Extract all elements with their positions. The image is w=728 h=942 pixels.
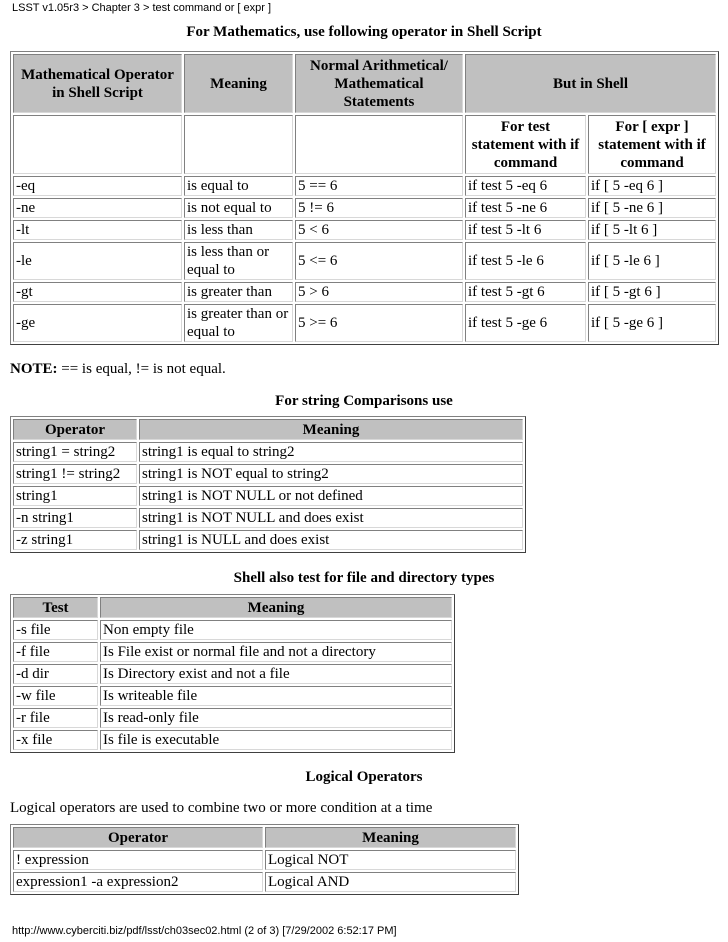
logical-header-operator: Operator: [13, 827, 263, 848]
string-row-op: string1 = string2: [13, 442, 137, 462]
math-header-operator: Mathematical Operator in Shell Script: [13, 54, 182, 113]
math-row: [13, 220, 716, 240]
strings-table: [10, 416, 526, 553]
string-row-op: string1: [13, 486, 137, 506]
math-row-expr: if [ 5 -ge 6 ]: [588, 304, 716, 342]
math-row-test: if test 5 -ne 6: [465, 198, 586, 218]
math-row-normal: 5 < 6: [295, 220, 463, 240]
math-row-expr: if [ 5 -eq 6 ]: [588, 176, 716, 196]
math-row-expr: if [ 5 -ne 6 ]: [588, 198, 716, 218]
file-row: [13, 708, 452, 728]
math-row-test: if test 5 -gt 6: [465, 282, 586, 302]
math-row-normal: 5 != 6: [295, 198, 463, 218]
math-header-expr: For [ expr ] statement with if command: [588, 115, 716, 174]
file-row-op: -x file: [13, 730, 98, 750]
empty-cell: [13, 115, 182, 174]
strings-header-operator: Operator: [13, 419, 137, 440]
logical-row-op: ! expression: [13, 850, 263, 870]
math-row: [13, 304, 716, 342]
math-row-op: -gt: [13, 282, 182, 302]
logical-row-meaning: Logical NOT: [265, 850, 516, 870]
math-row-test: if test 5 -ge 6: [465, 304, 586, 342]
page-header: LSST v1.05r3 > Chapter 3 > test command or [ expr ]: [12, 2, 272, 14]
note-line: [10, 361, 226, 378]
file-row-meaning: Is file is executable: [100, 730, 452, 750]
math-row-meaning: is less than: [184, 220, 293, 240]
file-row: [13, 620, 452, 640]
string-row-meaning: string1 is NOT NULL and does exist: [139, 508, 523, 528]
string-row: [13, 508, 523, 528]
math-row-meaning: is greater than or equal to: [184, 304, 293, 342]
logical-row-meaning: Logical AND: [265, 872, 516, 892]
math-caption: For Mathematics, use following operator in Shell Script: [186, 24, 542, 40]
string-row-meaning: string1 is NOT NULL or not defined: [139, 486, 523, 506]
string-row-op: string1 != string2: [13, 464, 137, 484]
string-row: [13, 464, 523, 484]
string-row-op: -z string1: [13, 530, 137, 550]
file-row-meaning: Non empty file: [100, 620, 452, 640]
logical-caption: Logical Operators: [305, 769, 423, 785]
empty-cell: [184, 115, 293, 174]
string-row-meaning: string1 is NULL and does exist: [139, 530, 523, 550]
math-row-op: -le: [13, 242, 182, 280]
file-row-meaning: Is read-only file: [100, 708, 452, 728]
math-row: [13, 176, 716, 196]
math-header-shell: But in Shell: [465, 54, 716, 113]
math-row: [13, 198, 716, 218]
math-row-normal: 5 > 6: [295, 282, 463, 302]
math-row-meaning: is less than or equal to: [184, 242, 293, 280]
file-row: [13, 730, 452, 750]
file-row-meaning: Is writeable file: [100, 686, 452, 706]
string-row: [13, 530, 523, 550]
file-row-meaning: Is Directory exist and not a file: [100, 664, 452, 684]
files-header-meaning: Meaning: [100, 597, 452, 618]
math-header-normal: Normal Arithmetical/ Mathematical Statements: [295, 54, 463, 113]
file-row: [13, 664, 452, 684]
file-row-op: -d dir: [13, 664, 98, 684]
files-table: [10, 594, 455, 753]
math-row-op: -ge: [13, 304, 182, 342]
math-row-normal: 5 == 6: [295, 176, 463, 196]
note-label: NOTE:: [10, 361, 58, 377]
empty-cell: [295, 115, 463, 174]
file-row-op: -s file: [13, 620, 98, 640]
logical-intro: Logical operators are used to combine two or more condition at a time: [10, 800, 433, 816]
math-table: [10, 51, 719, 345]
file-row-meaning: Is File exist or normal file and not a directory: [100, 642, 452, 662]
page-footer: http://www.cyberciti.biz/pdf/lsst/ch03sec02.html (2 of 3) [7/29/2002 6:52:17 PM]: [12, 925, 397, 937]
strings-header-meaning: Meaning: [139, 419, 523, 440]
math-row-expr: if [ 5 -lt 6 ]: [588, 220, 716, 240]
math-row-test: if test 5 -le 6: [465, 242, 586, 280]
note-text: == is equal, != is not equal.: [57, 361, 226, 377]
strings-caption: For string Comparisons use: [275, 393, 453, 409]
file-row: [13, 686, 452, 706]
file-row-op: -f file: [13, 642, 98, 662]
math-row-op: -lt: [13, 220, 182, 240]
math-header-test: For test statement with if command: [465, 115, 586, 174]
logical-header-meaning: Meaning: [265, 827, 516, 848]
string-row-meaning: string1 is NOT equal to string2: [139, 464, 523, 484]
logical-row: [13, 850, 516, 870]
math-row-meaning: is greater than: [184, 282, 293, 302]
math-header-meaning: Meaning: [184, 54, 293, 113]
string-row-meaning: string1 is equal to string2: [139, 442, 523, 462]
math-row-meaning: is equal to: [184, 176, 293, 196]
file-row-op: -r file: [13, 708, 98, 728]
logical-row: [13, 872, 516, 892]
string-row: [13, 442, 523, 462]
math-row-test: if test 5 -eq 6: [465, 176, 586, 196]
math-row-normal: 5 <= 6: [295, 242, 463, 280]
math-row-normal: 5 >= 6: [295, 304, 463, 342]
files-caption: Shell also test for file and directory types: [233, 570, 495, 586]
files-header-test: Test: [13, 597, 98, 618]
math-row-test: if test 5 -lt 6: [465, 220, 586, 240]
string-row: [13, 486, 523, 506]
math-row-op: -ne: [13, 198, 182, 218]
math-row: [13, 282, 716, 302]
logical-row-op: expression1 -a expression2: [13, 872, 263, 892]
file-row: [13, 642, 452, 662]
math-row-expr: if [ 5 -gt 6 ]: [588, 282, 716, 302]
file-row-op: -w file: [13, 686, 98, 706]
math-row: [13, 242, 716, 280]
math-row-op: -eq: [13, 176, 182, 196]
math-row-meaning: is not equal to: [184, 198, 293, 218]
logical-table: [10, 824, 519, 895]
string-row-op: -n string1: [13, 508, 137, 528]
math-row-expr: if [ 5 -le 6 ]: [588, 242, 716, 280]
